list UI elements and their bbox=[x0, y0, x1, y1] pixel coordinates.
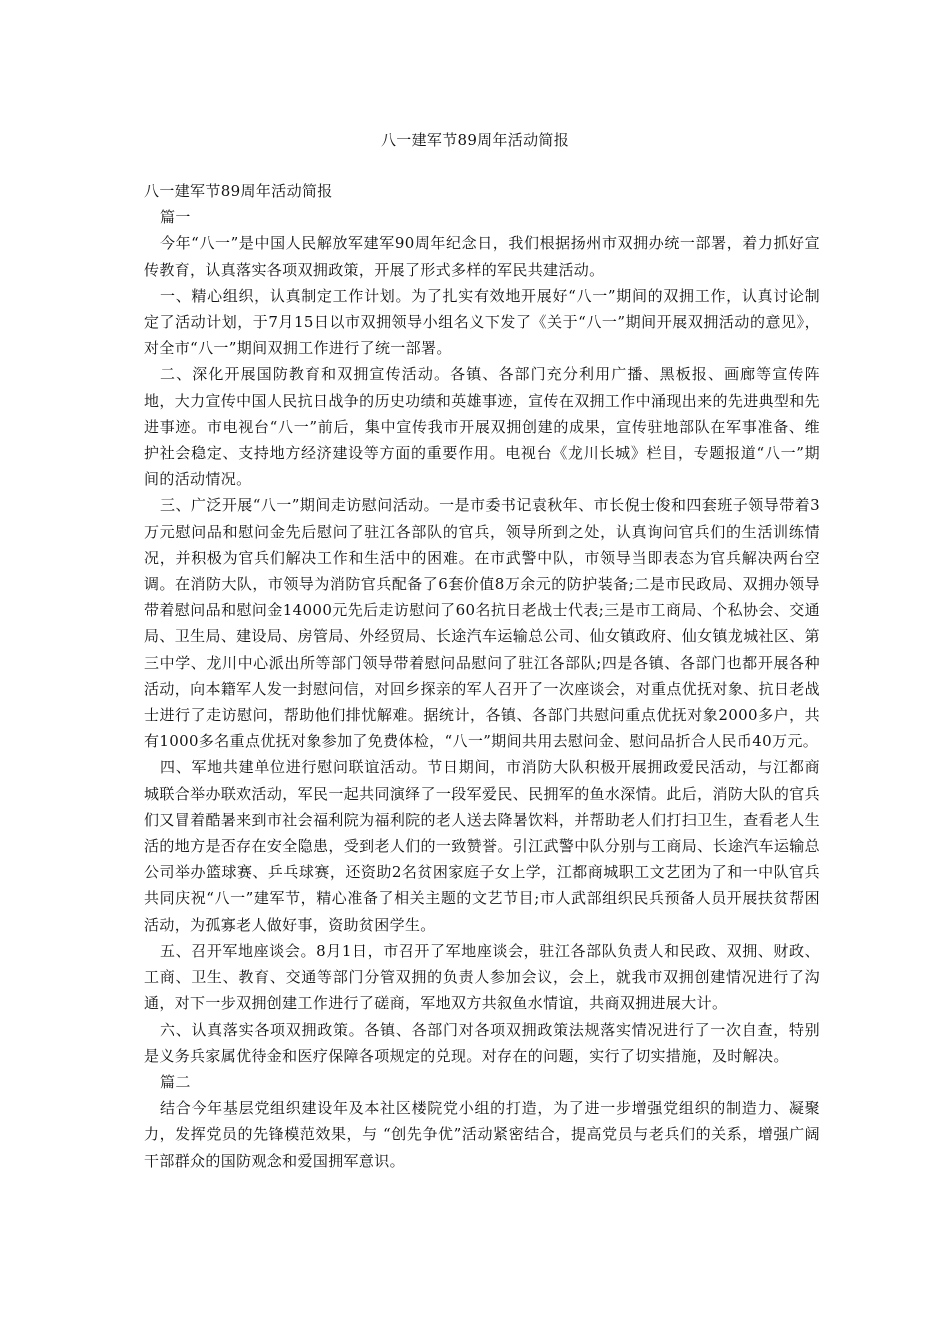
paragraph-item-four: 四、军地共建单位进行慰问联谊活动。节日期间，市消防大队积极开展拥政爱民活动，与江都商城联合举办联欢活动，军民一起共同演绎了一段军爱民、民拥军的鱼水深情。此后，消防大队的官兵们又冒着酷暑来到市社会福利院为福利院的老人送去降暑饮料，并帮助老人们打扫卫生，查看老人生活的地方是否存在安全隐患，受到老人们的一致赞誉。引江武警中队分别与工商局、长途汽车运输总公司举办篮球赛、乒乓球赛，还资助2名贫困家庭子女上学，江都商城职工文艺团为了和一中队官兵共同庆祝“八一”建军节，精心准备了相关主题的文艺节目;市人武部组织民兵预备人员开展扶贫帮困活动，为孤寡老人做好事，资助贫困学生。 bbox=[144, 758, 820, 934]
paragraph-item-six: 六、认真落实各项双拥政策。各镇、各部门对各项双拥政策法规落实情况进行了一次自查，特别是义务兵家属优待金和医疗保障各项规定的兑现。对存在的问题，实行了切实措施，及时解决。 bbox=[144, 1020, 820, 1065]
paragraph-item-five: 五、召开军地座谈会。8月1日，市召开了军地座谈会，驻江各部队负责人和民政、双拥、财政、工商、卫生、教育、交通等部门分管双拥的负责人参加会议，会上，就我市双拥创建情况进行了沟通，对下一步双拥创建工作进行了磋商，军地双方共叙鱼水情谊，共商双拥进展大计。 bbox=[144, 941, 820, 1013]
document-subtitle: 八一建军节89周年活动简报 bbox=[144, 182, 333, 200]
section-label-part-one: 篇一 bbox=[160, 208, 191, 227]
paragraph-part-two-intro: 结合今年基层党组织建设年及本社区楼院党小组的打造，为了进一步增强党组织的制造力、凝聚力，发挥党员的先锋模范效果，与 “创先争优”活动紧密结合，提高党员与老兵们的关系，增强广阔干部群众的国防观念和爱国拥军意识。 bbox=[144, 1099, 820, 1170]
document-title: 八一建军节89周年活动简报 bbox=[381, 131, 569, 149]
document-body bbox=[144, 178, 820, 1174]
section-label-part-two: 篇二 bbox=[160, 1072, 191, 1091]
paragraph-item-two: 二、深化开展国防教育和双拥宣传活动。各镇、各部门充分利用广播、黑板报、画廊等宣传阵地，大力宣传中国人民抗日战争的历史功绩和英雄事迹，宣传在双拥工作中涌现出来的先进典型和先进事迹。市电视台“八一”前后，集中宣传我市开展双拥创建的成果，宣传驻地部队在军事准备、维护社会稳定、支持地方经济建设等方面的重要作用。电视台《龙川长城》栏目，专题报道“八一”期间的活动情况。 bbox=[144, 365, 820, 489]
paragraph-intro: 今年“八一”是中国人民解放军建军90周年纪念日，我们根据扬州市双拥办统一部署，着力抓好宣传教育，认真落实各项双拥政策，开展了形式多样的军民共建活动。 bbox=[144, 234, 820, 279]
paragraph-item-one: 一、精心组织，认真制定工作计划。为了扎实有效地开展好“八一”期间的双拥工作，认真讨论制定了活动计划，于7月15日以市双拥领导小组名义下发了《关于“八一”期间开展双拥活动的意见》，对全市“八一”期间双拥工作进行了统一部署。 bbox=[144, 286, 820, 358]
paragraph-item-three: 三、广泛开展“八一”期间走访慰问活动。一是市委书记袁秋年、市长倪士俊和四套班子领导带着3万元慰问品和慰问金先后慰问了驻江各部队的官兵，领导所到之处，认真询问官兵们的生活训练情况，并积极为官兵们解决工作和生活中的困难。在市武警中队，市领导当即表态为官兵解决两台空调。在消防大队，市领导为消防官兵配备了6套价值8万余元的防护装备;二是市民政局、双拥办领导带着慰问品和慰问金14000元先后走访慰问了60名抗日老战士代表;三是市工商局、个私协会、交通局、卫生局、建设局、房管局、外经贸局、长途汽车运输总公司、仙女镇政府、仙女镇龙城社区、第三中学、龙川中心派出所等部门领导带着慰问品慰问了驻江各部队;四是各镇、各部门也都开展各种活动，向本籍军人发一封慰问信，对回乡探亲的军人召开了一次座谈会，对重点优抚对象、抗日老战士进行了走访慰问，帮助他们排忧解难。据统计，各镇、各部门共慰问重点优抚对象2000多户，共有1000多名重点优抚对象参加了免费体检，“八一”期间共用去慰问金、慰问品折合人民币40万元。 bbox=[144, 496, 820, 751]
